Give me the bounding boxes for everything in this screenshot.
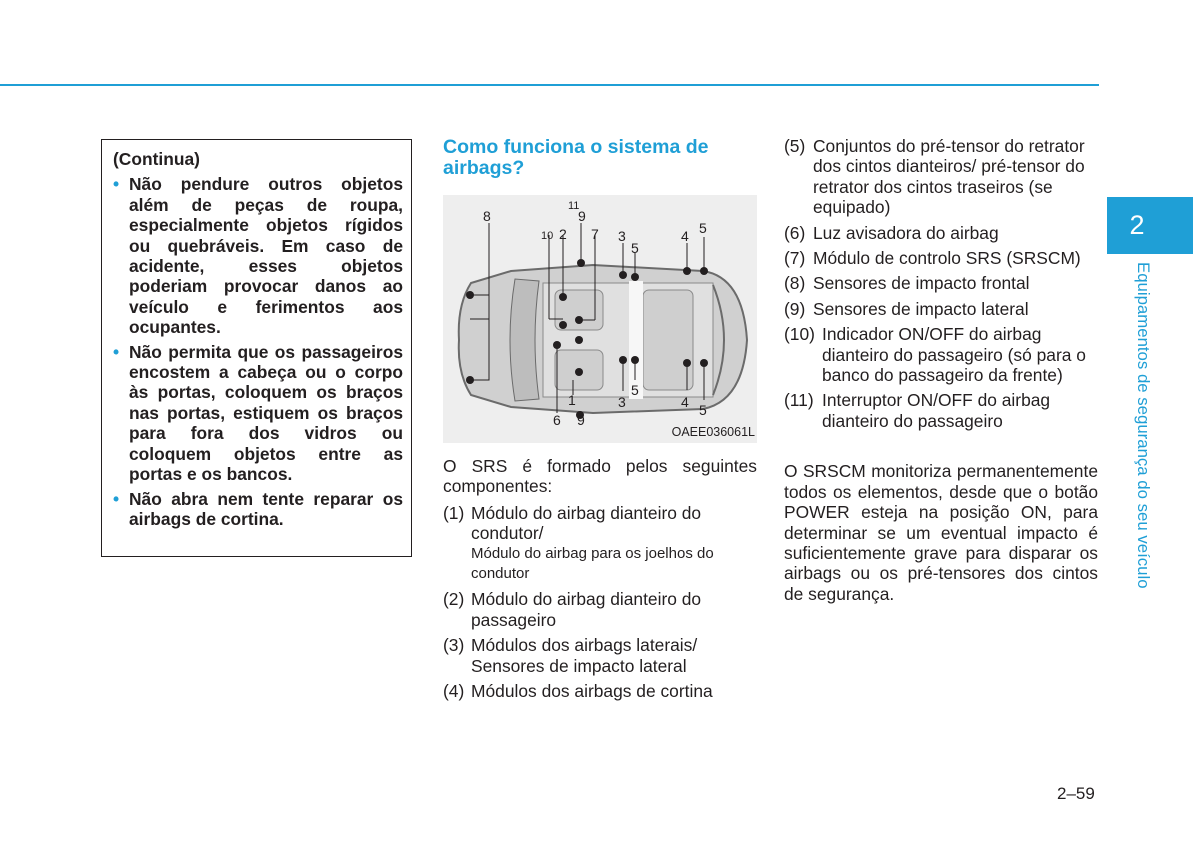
callout-9: 9 (577, 412, 585, 428)
chapter-number: 2 (1129, 210, 1145, 240)
item-number: (3) (443, 635, 465, 656)
srscm-paragraph: O SRSCM monitoriza permanentemente todos os elementos, desde que o botão POWER esteja na posição ON, para determinar se um eventual impacto é suficientemente grave para disparar os airbags ou os pré-tensores dos cintos de segurança. (784, 461, 1098, 604)
callout-10: 10 (541, 230, 554, 242)
warning-item: • Não pendure outros objetos além de peças de roupa, especialmente objetos rígidos ou quebráveis. Em caso de acidente, esses objetos poderiam provocar danos ao veículo e ferimentos aos ocupantes. (113, 174, 403, 337)
warning-item: • Não abra nem tente reparar os airbags de cortina. (113, 489, 403, 530)
component-item (443, 503, 757, 585)
component-item (784, 273, 1098, 293)
intro-paragraph: O SRS é formado pelos seguintes componentes: (443, 456, 757, 497)
item-subtext: Módulo do airbag para os joelhos do condutor (471, 544, 714, 583)
item-text: Módulos dos airbags laterais/ Sensores de impacto lateral (471, 635, 698, 676)
middle-column (443, 137, 757, 706)
item-number: (7) (784, 248, 806, 269)
item-text: Módulo de controlo SRS (SRSCM) (813, 248, 1081, 269)
rear-bench (643, 290, 693, 390)
callout-7: 7 (591, 226, 599, 242)
component-item (784, 136, 1098, 218)
sensor-dot (559, 321, 567, 329)
callout-9: 9 (578, 208, 586, 224)
item-text: Interruptor ON/OFF do airbag dianteiro do passageiro (822, 390, 1051, 431)
callout-1: 1 (568, 392, 576, 408)
warning-list (113, 174, 403, 529)
chapter-title: Equipamentos de segurança do seu veículo (1134, 262, 1153, 589)
component-item (784, 223, 1098, 243)
callout-4: 4 (681, 394, 689, 410)
callout-5: 5 (699, 220, 707, 236)
page-number: 2–59 (1057, 784, 1095, 803)
components-list-right (784, 136, 1098, 431)
figure-code: OAEE036061L (671, 425, 755, 439)
item-number: (1) (443, 502, 465, 523)
callout-3: 3 (618, 394, 626, 410)
item-text: Luz avisadora do airbag (813, 222, 999, 243)
components-list-left (443, 503, 757, 702)
component-item (443, 681, 757, 701)
item-number: (8) (784, 273, 806, 294)
callout-5: 5 (631, 382, 639, 398)
component-item (784, 248, 1098, 268)
sensor-dot (575, 336, 583, 344)
callout-11: 11 (568, 200, 580, 212)
item-text: Indicador ON/OFF do airbag dianteiro do passageiro (só para o banco do passageiro da frente) (822, 324, 1086, 386)
item-number: (10) (784, 324, 815, 345)
item-number: (9) (784, 298, 806, 319)
item-number: (5) (784, 136, 806, 156)
callout-3: 3 (618, 228, 626, 244)
warning-item: • Não permita que os passageiros encostem a cabeça ou o corpo às portas, coloquem os braços nas portas, estiquem os braços para fora dos vidros ou coloquem objetos entre as portas e os bancos. (113, 342, 403, 485)
car-topview-illustration (443, 195, 757, 443)
item-number: (4) (443, 681, 465, 702)
callout-8: 8 (483, 208, 491, 224)
item-number: (2) (443, 589, 465, 610)
item-text: Módulos dos airbags de cortina (471, 681, 713, 702)
item-text: Módulo do airbag dianteiro do condutor/ (471, 502, 702, 544)
callout-6: 6 (553, 412, 561, 428)
right-column (784, 136, 1098, 622)
item-text: Sensores de impacto lateral (813, 298, 1029, 319)
item-number: (6) (784, 222, 806, 243)
airbag-diagram (443, 195, 757, 443)
header-rule (0, 84, 1099, 86)
callout-5: 5 (699, 402, 707, 418)
windshield (510, 279, 539, 401)
component-item (784, 390, 1098, 431)
item-text: Módulo do airbag dianteiro do passageiro (471, 589, 702, 630)
component-item (443, 589, 757, 630)
callout-5: 5 (631, 240, 639, 256)
callout-4: 4 (681, 228, 689, 244)
item-number: (11) (784, 390, 814, 411)
continued-label: (Continua) (113, 149, 200, 169)
item-text: Conjuntos do pré-tensor do retrator dos cintos dianteiros/ pré-tensor do retrator dos cintos traseiros (se equipado) (813, 136, 1085, 218)
sensor-dot (575, 368, 583, 376)
component-item (784, 324, 1098, 385)
section-heading: Como funciona o sistema de airbags? (443, 136, 709, 179)
warning-box (101, 139, 412, 557)
component-item (784, 299, 1098, 319)
item-text: Sensores de impacto frontal (813, 273, 1030, 294)
component-item (443, 635, 757, 676)
callout-2: 2 (559, 226, 567, 242)
